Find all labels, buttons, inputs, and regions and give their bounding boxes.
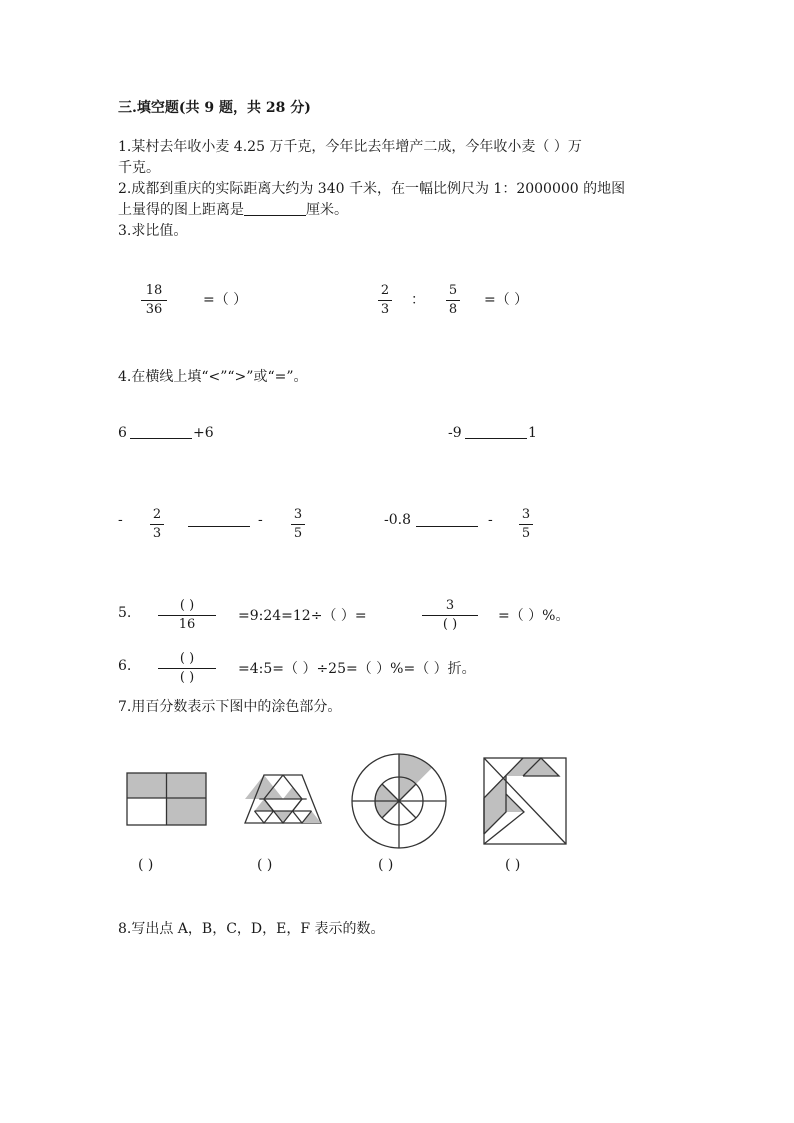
minus-sign: - — [488, 512, 493, 528]
answer-blank[interactable] — [130, 438, 192, 439]
equals-blank[interactable]: =（ ） — [484, 292, 529, 308]
trapezoid-figure — [236, 768, 330, 830]
minus-sign: - — [258, 512, 263, 528]
numerator-blank[interactable]: ( ) — [179, 598, 195, 613]
compare-left: -9 — [448, 425, 462, 441]
denominator-blank[interactable]: ( ) — [442, 617, 458, 632]
numerator: 2 — [380, 283, 390, 298]
section-title: 三.填空题(共 9 题，共 28 分) — [118, 100, 311, 116]
question-2-suffix: 厘米。 — [306, 202, 348, 218]
question-2-line-1: 2.成都到重庆的实际距离大约为 340 千米，在一幅比例尺为 1：2000000 的地图 — [118, 181, 626, 197]
fraction — [291, 507, 305, 542]
denominator: 36 — [145, 302, 163, 317]
question-3-label: 3.求比值。 — [118, 223, 188, 239]
answer-blank-2[interactable]: ( ) — [257, 857, 273, 873]
denominator: 8 — [448, 302, 458, 317]
answer-blank[interactable] — [244, 201, 306, 216]
question-1-line-1: 1.某村去年收小麦 4.25 万千克，今年比去年增产二成，今年收小麦（ ）万 — [118, 139, 582, 155]
question-1-line-2: 千克。 — [118, 160, 160, 176]
compare-right: 1 — [528, 425, 537, 441]
denominator: 5 — [521, 526, 531, 541]
answer-blank[interactable] — [416, 526, 478, 527]
question-5-label: 5. — [118, 605, 132, 621]
numerator-blank[interactable]: ( ) — [179, 651, 195, 666]
compare-left: 6 — [118, 425, 127, 441]
denominator: 3 — [152, 526, 162, 541]
answer-blank-3[interactable]: ( ) — [378, 857, 394, 873]
fraction — [150, 507, 164, 542]
question-8-label: 8.写出点 A，B，C，D，E，F 表示的数。 — [118, 921, 385, 937]
fraction — [158, 598, 216, 633]
denominator: 3 — [380, 302, 390, 317]
answer-blank[interactable] — [465, 438, 527, 439]
question-5-middle[interactable]: =9:24=12÷（ ）= — [238, 608, 367, 624]
fraction — [158, 651, 216, 686]
numerator: 3 — [445, 598, 455, 613]
minus-sign: - — [118, 512, 123, 528]
numerator: 5 — [448, 283, 458, 298]
fraction — [378, 283, 392, 318]
equals-blank[interactable]: =（ ） — [203, 292, 248, 308]
question-5-end[interactable]: =（ ）%。 — [498, 608, 570, 624]
question-4-label: 4.在横线上填“<”“>”或“=”。 — [118, 369, 308, 385]
fraction — [141, 283, 167, 318]
denominator: 5 — [293, 526, 303, 541]
denominator: 16 — [178, 617, 196, 632]
answer-blank-1[interactable]: ( ) — [138, 857, 154, 873]
compare-right: +6 — [193, 425, 214, 441]
question-2-line-2 — [118, 200, 678, 221]
fraction — [519, 507, 533, 542]
question-6-label: 6. — [118, 658, 132, 674]
numerator: 2 — [152, 507, 162, 522]
answer-blank[interactable] — [188, 526, 250, 527]
answer-blank-4[interactable]: ( ) — [505, 857, 521, 873]
fraction — [446, 283, 460, 318]
rectangle-figure — [120, 766, 212, 832]
question-6-rest[interactable]: =4:5=（ ）÷25=（ ）%=（ ）折。 — [238, 661, 476, 677]
denominator-blank[interactable]: ( ) — [179, 670, 195, 685]
tangram-figure — [478, 752, 572, 850]
numerator: 18 — [145, 283, 163, 298]
ratio-colon: ： — [411, 292, 425, 308]
fraction — [422, 598, 478, 633]
numerator: 3 — [293, 507, 303, 522]
compare-left: -0.8 — [384, 512, 411, 528]
question-7-label: 7.用百分数表示下图中的涂色部分。 — [118, 699, 342, 715]
question-2-prefix: 上量得的图上距离是 — [118, 202, 244, 218]
numerator: 3 — [521, 507, 531, 522]
circle-figure — [346, 751, 452, 851]
